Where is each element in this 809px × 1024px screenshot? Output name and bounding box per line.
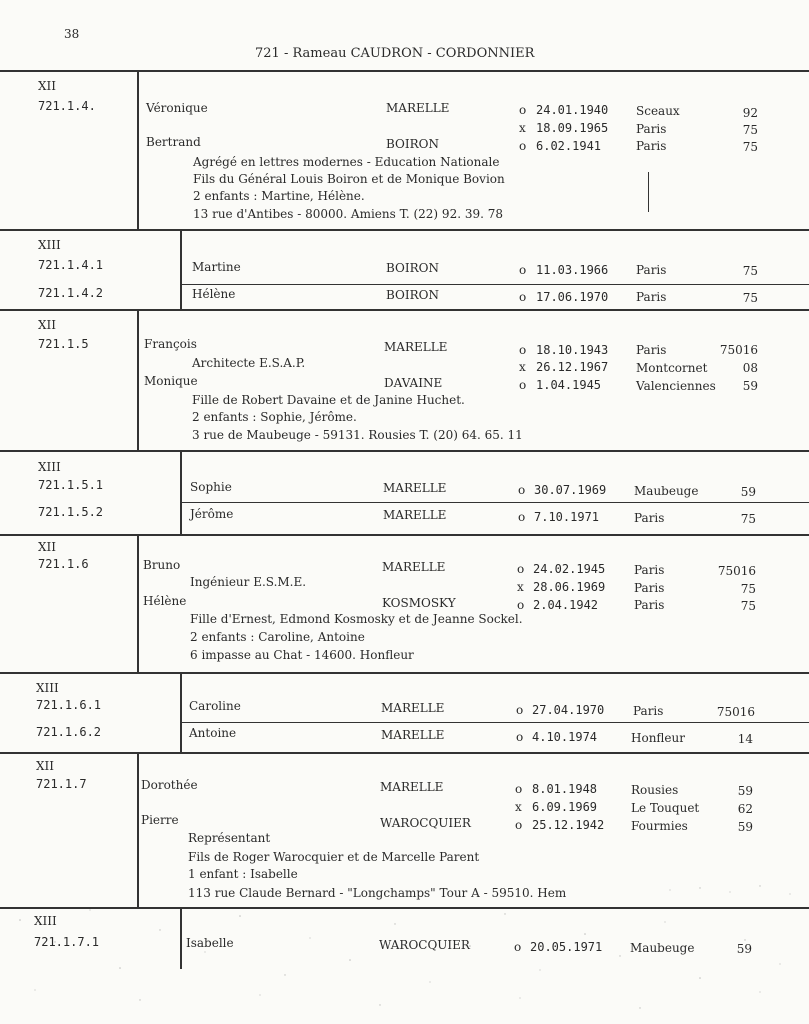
generation-label: XII: [38, 79, 57, 93]
surname: WAROCQUIER: [379, 938, 470, 952]
event-date: 1.04.1945: [536, 378, 602, 392]
place: Paris: [634, 563, 665, 577]
first-name: Monique: [144, 374, 198, 388]
first-name: Sophie: [190, 480, 232, 494]
note-line: 2 enfants : Martine, Hélène.: [193, 189, 365, 203]
department: 75: [740, 582, 756, 596]
surname: MARELLE: [383, 481, 447, 495]
event-symbol: o: [515, 818, 523, 832]
event-date: 24.02.1945: [533, 562, 606, 576]
note-line: 113 rue Claude Bernard - "Longchamps" Tour A - 59510. Hem: [188, 886, 567, 900]
place: Paris: [633, 704, 664, 718]
first-name: Caroline: [189, 699, 241, 713]
first-name: Dorothée: [141, 778, 198, 792]
event-date: 18.09.1965: [536, 121, 609, 135]
event-date: 6.02.1941: [536, 139, 602, 153]
generation-label: XII: [36, 759, 55, 773]
place: Paris: [636, 139, 667, 153]
entry-code: 721.1.6.2: [36, 725, 102, 739]
divider: [0, 229, 809, 231]
event-date: 8.01.1948: [532, 782, 598, 796]
place: Paris: [636, 343, 667, 357]
event-date: 4.10.1974: [532, 730, 598, 744]
surname: MARELLE: [386, 101, 450, 115]
page-number: 38: [64, 27, 80, 41]
event-symbol: o: [518, 483, 526, 497]
column-rule: [137, 311, 139, 450]
event-symbol: o: [519, 290, 527, 304]
event-symbol: o: [516, 730, 524, 744]
surname: MARELLE: [381, 701, 445, 715]
surname: BOIRON: [386, 288, 439, 302]
surname: DAVAINE: [384, 376, 443, 390]
surname: MARELLE: [381, 728, 445, 742]
page-title: 721 - Rameau CAUDRON - CORDONNIER: [255, 46, 535, 61]
entry-code: 721.1.6.1: [36, 698, 102, 712]
department: 75: [742, 140, 758, 154]
divider: [180, 284, 809, 285]
note-line: Fille de Robert Davaine et de Janine Huchet.: [192, 393, 465, 407]
event-symbol: x: [515, 800, 522, 814]
event-symbol: o: [515, 782, 523, 796]
generation-label: XIII: [38, 238, 61, 252]
first-name: Martine: [192, 260, 241, 274]
surname: BOIRON: [386, 261, 439, 275]
department: 59: [737, 820, 753, 834]
first-name: Bruno: [143, 558, 181, 572]
event-date: 18.10.1943: [536, 343, 609, 357]
department: 08: [742, 361, 758, 375]
place: Paris: [634, 598, 665, 612]
place: Maubeuge: [634, 484, 699, 498]
event-date: 20.05.1971: [530, 940, 603, 954]
event-symbol: o: [519, 103, 527, 117]
event-symbol: o: [518, 510, 526, 524]
entry-code: 721.1.7.1: [34, 935, 100, 949]
department: 75: [740, 512, 756, 526]
department: 75: [742, 291, 758, 305]
event-symbol: o: [514, 940, 522, 954]
divider: [180, 722, 809, 723]
divider: [0, 450, 809, 452]
note-line: Fils de Roger Warocquier et de Marcelle Parent: [188, 850, 480, 864]
event-date: 6.09.1969: [532, 800, 598, 814]
department: 14: [737, 732, 753, 746]
surname: BOIRON: [386, 137, 439, 151]
first-name: Pierre: [141, 813, 179, 827]
event-symbol: x: [519, 360, 526, 374]
place: Sceaux: [636, 104, 680, 118]
department: 92: [742, 106, 758, 120]
margin-mark: [648, 172, 649, 212]
generation-label: XIII: [38, 460, 61, 474]
generation-label: XII: [38, 540, 57, 554]
department: 59: [740, 485, 756, 499]
note-line: Fille d'Ernest, Edmond Kosmosky et de Jeanne Sockel.: [190, 612, 523, 626]
event-symbol: x: [517, 580, 524, 594]
place: Montcornet: [636, 361, 708, 375]
department: 75: [742, 123, 758, 137]
divider: [0, 672, 809, 674]
entry-code: 721.1.4.1: [38, 258, 104, 272]
column-rule: [180, 674, 182, 752]
divider: [180, 502, 809, 503]
place: Le Touquet: [631, 801, 700, 815]
first-name: Véronique: [146, 101, 208, 115]
entry-code: 721.1.4.: [38, 99, 96, 113]
department: 75016: [717, 564, 756, 578]
divider: [0, 752, 809, 754]
note-line: Fils du Général Louis Boiron et de Monique Bovion: [193, 172, 505, 186]
event-symbol: o: [519, 378, 527, 392]
note-line: Représentant: [188, 831, 271, 845]
first-name: Hélène: [192, 287, 236, 301]
scan-noise: [0, 880, 809, 1024]
divider: [0, 534, 809, 536]
generation-label: XIII: [34, 914, 57, 928]
divider: [0, 309, 809, 311]
entry-code: 721.1.5.2: [38, 505, 104, 519]
surname: MARELLE: [382, 560, 446, 574]
entry-code: 721.1.5: [38, 337, 89, 351]
entry-code: 721.1.4.2: [38, 286, 104, 300]
event-date: 2.04.1942: [533, 598, 599, 612]
first-name: Bertrand: [146, 135, 201, 149]
generation-label: XIII: [36, 681, 59, 695]
place: Valenciennes: [636, 379, 716, 393]
note-line: 2 enfants : Caroline, Antoine: [190, 630, 365, 644]
event-date: 11.03.1966: [536, 263, 609, 277]
first-name: Isabelle: [186, 936, 234, 950]
event-symbol: o: [517, 562, 525, 576]
event-date: 27.04.1970: [532, 703, 605, 717]
department: 59: [736, 942, 752, 956]
place: Fourmies: [631, 819, 688, 833]
surname: KOSMOSKY: [382, 596, 456, 610]
surname: MARELLE: [383, 508, 447, 522]
note-line: 13 rue d'Antibes - 80000. Amiens T. (22) 92. 39. 78: [193, 207, 503, 221]
column-rule: [137, 72, 139, 229]
first-name: Antoine: [189, 726, 237, 740]
place: Paris: [634, 581, 665, 595]
entry-code: 721.1.6: [38, 557, 89, 571]
place: Honfleur: [631, 731, 685, 745]
department: 75: [742, 264, 758, 278]
entry-code: 721.1.5.1: [38, 478, 104, 492]
first-name: Jérôme: [190, 507, 234, 521]
place: Paris: [636, 122, 667, 136]
event-symbol: o: [519, 263, 527, 277]
event-date: 24.01.1940: [536, 103, 609, 117]
surname: MARELLE: [384, 340, 448, 354]
event-date: 30.07.1969: [534, 483, 607, 497]
surname: MARELLE: [380, 780, 444, 794]
surname: WAROCQUIER: [380, 816, 471, 830]
event-symbol: o: [516, 703, 524, 717]
department: 75016: [716, 705, 755, 719]
place: Paris: [634, 511, 665, 525]
event-symbol: x: [519, 121, 526, 135]
event-date: 25.12.1942: [532, 818, 605, 832]
column-rule: [137, 536, 139, 672]
event-symbol: o: [519, 343, 527, 357]
department: 75: [740, 599, 756, 613]
note-line: 1 enfant : Isabelle: [188, 867, 298, 881]
generation-label: XII: [38, 318, 57, 332]
event-date: 28.06.1969: [533, 580, 606, 594]
note-line: 3 rue de Maubeuge - 59131. Rousies T. (20) 64. 65. 11: [192, 428, 523, 442]
entry-code: 721.1.7: [36, 777, 87, 791]
column-rule: [180, 452, 182, 534]
note-line: Agrégé en lettres modernes - Education Nationale: [193, 155, 500, 169]
department: 59: [737, 784, 753, 798]
place: Paris: [636, 263, 667, 277]
event-date: 7.10.1971: [534, 510, 600, 524]
department: 75016: [719, 343, 758, 357]
place: Paris: [636, 290, 667, 304]
note-line: 2 enfants : Sophie, Jérôme.: [192, 410, 357, 424]
note-line: 6 impasse au Chat - 14600. Honfleur: [190, 648, 414, 662]
event-symbol: o: [519, 139, 527, 153]
department: 59: [742, 379, 758, 393]
first-name: François: [144, 337, 197, 351]
event-date: 26.12.1967: [536, 360, 609, 374]
place: Maubeuge: [630, 941, 695, 955]
event-symbol: o: [517, 598, 525, 612]
profession: Ingénieur E.S.M.E.: [190, 575, 307, 589]
department: 62: [737, 802, 753, 816]
column-rule: [180, 231, 182, 309]
first-name: Hélène: [143, 594, 187, 608]
place: Rousies: [631, 783, 679, 797]
profession: Architecte E.S.A.P.: [192, 356, 306, 370]
divider: [0, 70, 809, 72]
event-date: 17.06.1970: [536, 290, 609, 304]
